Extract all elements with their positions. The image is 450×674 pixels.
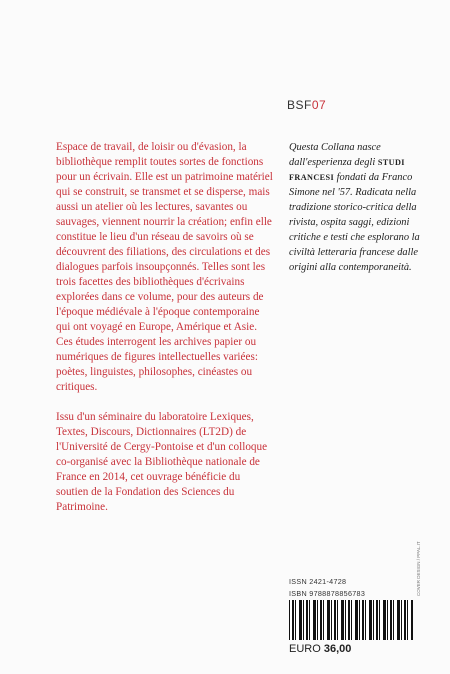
- journal-name: STUDI FRANCESI: [289, 158, 405, 182]
- series-number: 07: [311, 98, 327, 112]
- series-intro-end: fondati da Franco Simone nel '57. Radicata nella tradizione storico-critica della rivista, ospita saggi, edizioni critiche e testi che esplorano la civiltà letteraria francese dalle origini alla contemporaneità.: [289, 172, 420, 273]
- description-paragraph-2: Issu d'un séminaire du laboratoire Lexiques, Textes, Discours, Dictionnaires (LT2D) de l'Université de Cergy-Pontoise et d'un colloque co-organisé avec la Bibliothèque nationale de France en 2014, cet ouvrage bénéficie du soutien de la Fondation des Sciences du Patrimoine.: [56, 411, 268, 513]
- barcode: [289, 600, 413, 640]
- issn-number: ISSN 2421-4728: [289, 577, 347, 586]
- series-intro-start: Questa Collana nasce dall'esperienza degli: [289, 142, 381, 168]
- cover-design-credit: COVER DESIGN / PPAL.IT: [416, 541, 421, 596]
- back-cover-description: [56, 140, 274, 515]
- isbn-number: ISBN 9788878856783: [289, 589, 366, 598]
- description-paragraph-1: Espace de travail, de loisir ou d'évasion, la bibliothèque remplit toutes sortes de fonctions pour un écrivain. Elle est un patrimoine matériel qui se construit, se transmet et se disperse, mais aussi un atelier où les lectures, savantes ou sauvages, viennent nourrir la création; enfin elle constitue le lieu d'un réseau de savoirs où se découvrent des filiations, des circulations et des dialogues parfois insoupçonnés. Telles sont les trois facettes des bibliothèques d'écrivains explorées dans ce volume, pour des auteurs de l'époque médiévale à l'époque contemporaine qui ont voyagé en Europe, Amérique et Asie. Ces études interrogent les archives papier ou numériques de figures intellectuelles variées: poètes, linguistes, philosophes, cinéastes ou critiques.: [56, 141, 273, 393]
- price: [289, 643, 351, 655]
- series-intro: [289, 140, 437, 275]
- price-currency: EURO: [289, 643, 321, 655]
- series-prefix: BSF: [287, 98, 312, 112]
- price-amount: 36,00: [323, 643, 352, 655]
- series-code: [287, 98, 326, 112]
